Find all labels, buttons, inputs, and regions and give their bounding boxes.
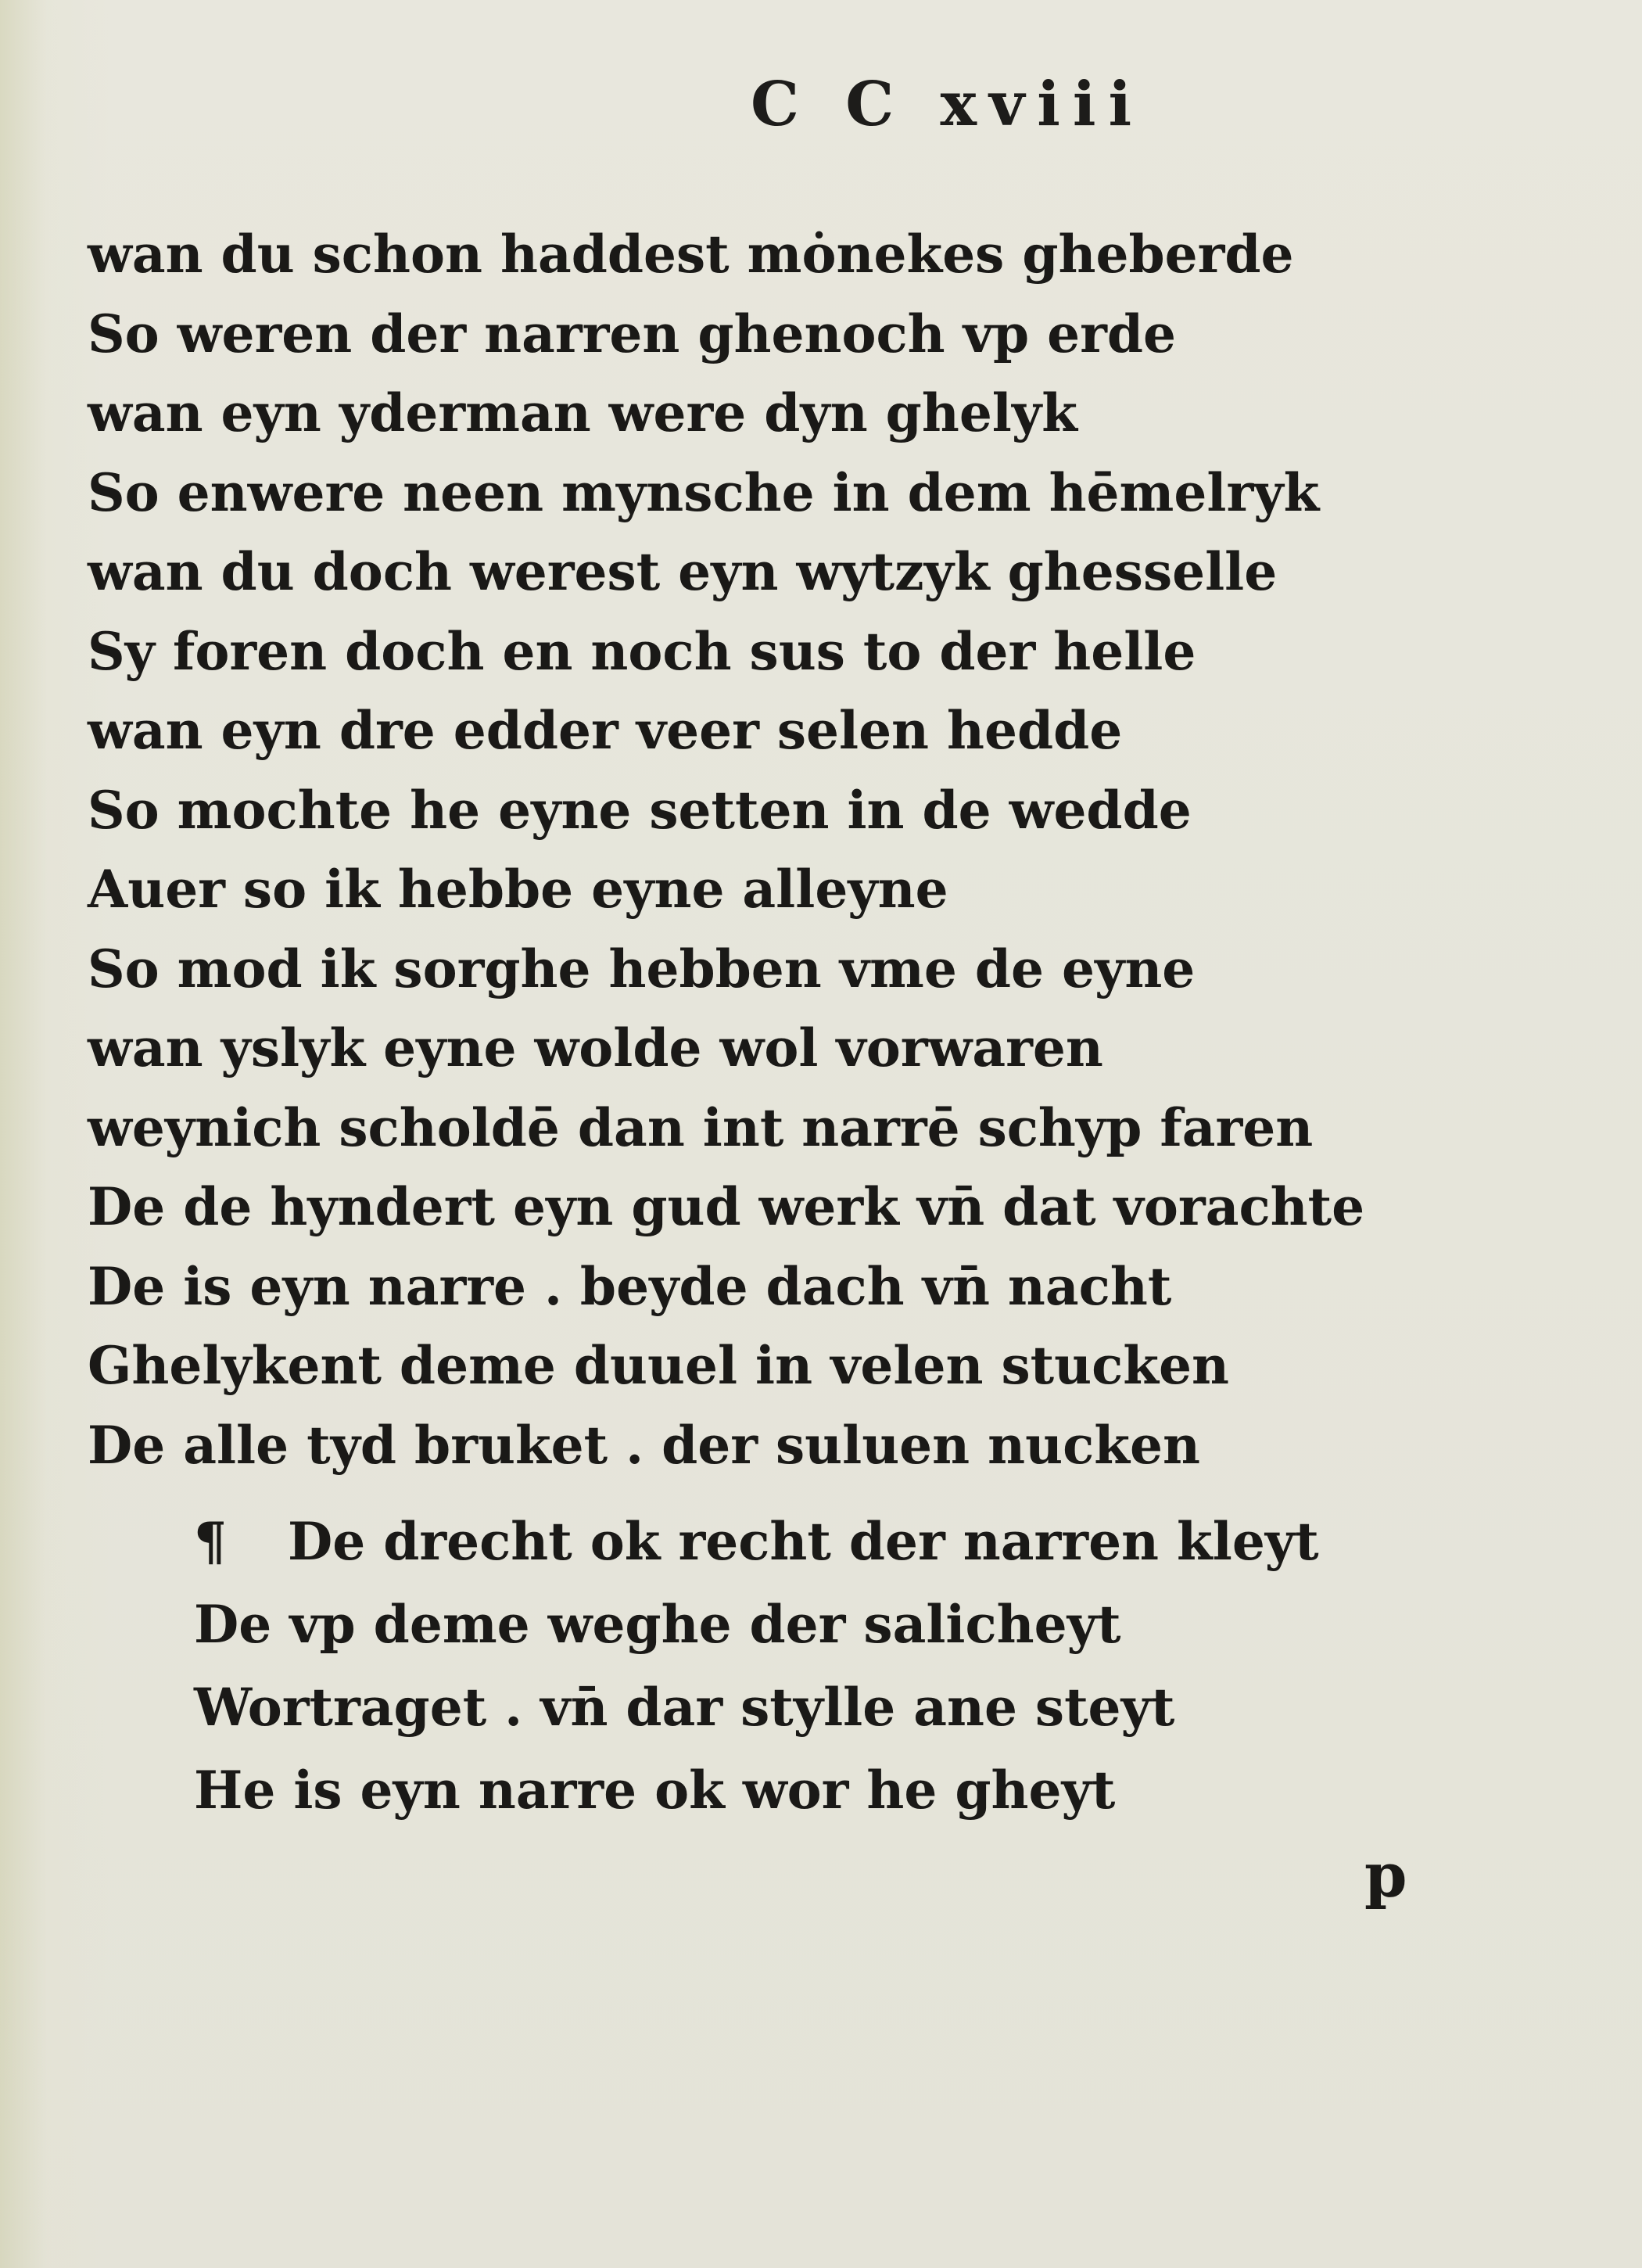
verse-line: So enwere neen mynsche in dem hēmelryk	[88, 461, 1320, 523]
verse-line: wan du schon haddest mȯnekes gheberde	[88, 224, 1294, 285]
verse-line: weynich scholdē dan int narrē schyp faren	[88, 1096, 1314, 1158]
verse-line: wan eyn yderman were dyn ghelyk	[88, 382, 1077, 443]
verse-line: wan du doch werest eyn wytzyk ghesselle	[88, 541, 1278, 602]
motto-block	[194, 1500, 1319, 1832]
verse-line: De is eyn narre . beyde dach vn̄ nacht	[88, 1255, 1172, 1317]
page-number: C C xviii	[751, 69, 1145, 140]
motto-line: Wortraget . vn̄ dar stylle ane steyt	[194, 1677, 1175, 1738]
verse-line: Sy foren doch en noch sus to der helle	[88, 620, 1196, 682]
pilcrow-mark: ¶	[194, 1511, 227, 1572]
verse-block	[88, 215, 1364, 1485]
verse-line: So mod ik sorghe hebben vme de eyne	[88, 938, 1196, 999]
verse-line: De alle tyd bruket . der suluen nucken	[88, 1414, 1200, 1476]
verse-line: wan eyn dre edder veer selen hedde	[88, 700, 1123, 761]
verse-line: wan yslyk eyne wolde wol vorwaren	[88, 1017, 1103, 1078]
motto-line: He is eyn narre ok wor he gheyt	[194, 1760, 1116, 1821]
verse-line: So mochte he eyne setten in de wedde	[88, 779, 1192, 841]
signature-mark: p	[1364, 1840, 1407, 1911]
motto-line-text: De drecht ok recht der narren kleyt	[288, 1511, 1319, 1572]
motto-line	[194, 1500, 1319, 1583]
verse-line: Ghelykent deme duuel in velen stucken	[88, 1335, 1229, 1396]
verse-line: So weren der narren ghenoch vp erde	[88, 303, 1176, 364]
motto-line: De vp deme weghe der salicheyt	[194, 1594, 1121, 1655]
verse-line: De de hyndert eyn gud werk vn̄ dat vorachte	[88, 1176, 1365, 1237]
verse-line: Auer so ik hebbe eyne alleyne	[88, 859, 948, 920]
